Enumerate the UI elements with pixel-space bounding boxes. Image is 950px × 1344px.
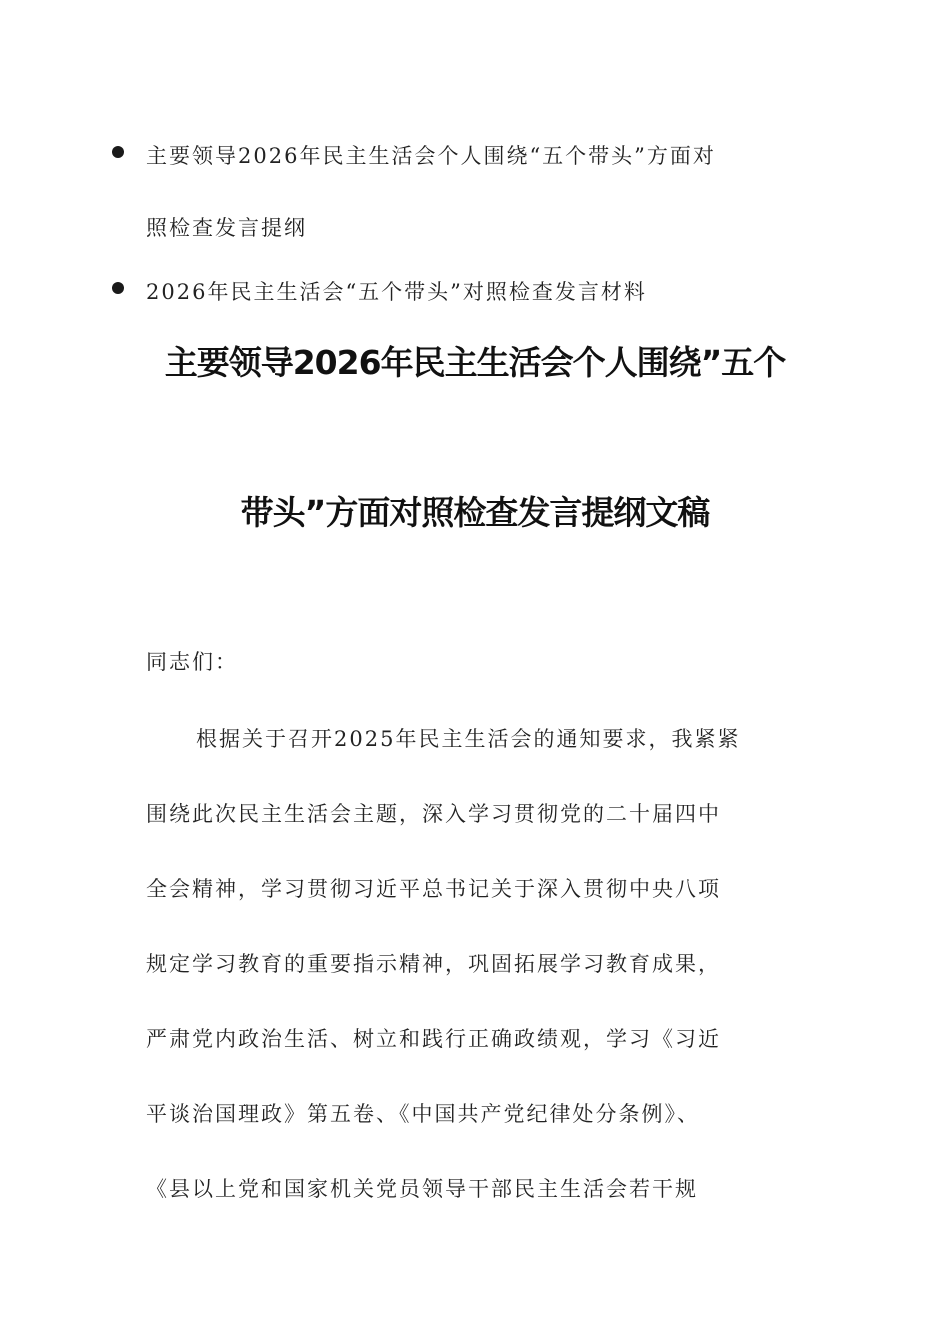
paragraph-line: 严肃党内政治生活、树立和践行正确政绩观，学习《习近 xyxy=(146,1027,721,1051)
title-line: 主要领导2026年民主生活会个人围绕”五个 xyxy=(164,343,786,382)
bullet-icon xyxy=(112,146,124,158)
title-line: 带头”方面对照检查发言提纲文稿 xyxy=(240,493,710,532)
toc-item-text: 2026年民主生活会“五个带头”对照检查发言材料 xyxy=(146,280,647,304)
document-body xyxy=(146,630,816,1227)
toc-item-text: 照检查发言提纲 xyxy=(146,216,307,240)
paragraph-line: 规定学习教育的重要指示精神，巩固拓展学习教育成果， xyxy=(146,952,721,976)
toc-list xyxy=(108,120,828,328)
toc-item[interactable] xyxy=(108,120,828,264)
paragraph-line: 《县以上党和国家机关党员领导干部民主生活会若干规 xyxy=(146,1177,698,1201)
document-title xyxy=(100,325,850,551)
toc-item[interactable] xyxy=(108,256,828,328)
paragraph-line: 根据关于召开2025年民主生活会的通知要求，我紧紧 xyxy=(196,727,741,751)
paragraph-line: 全会精神，学习贯彻习近平总书记关于深入贯彻中央八项 xyxy=(146,877,721,901)
salutation: 同志们： xyxy=(146,650,238,674)
bullet-icon xyxy=(112,282,124,294)
body-paragraph xyxy=(146,702,816,1227)
toc-item-text: 主要领导2026年民主生活会个人围绕“五个带头”方面对 xyxy=(146,144,716,168)
paragraph-line: 平谈治国理政》第五卷、《中国共产党纪律处分条例》、 xyxy=(146,1102,700,1126)
paragraph-line: 围绕此次民主生活会主题，深入学习贯彻党的二十届四中 xyxy=(146,802,721,826)
